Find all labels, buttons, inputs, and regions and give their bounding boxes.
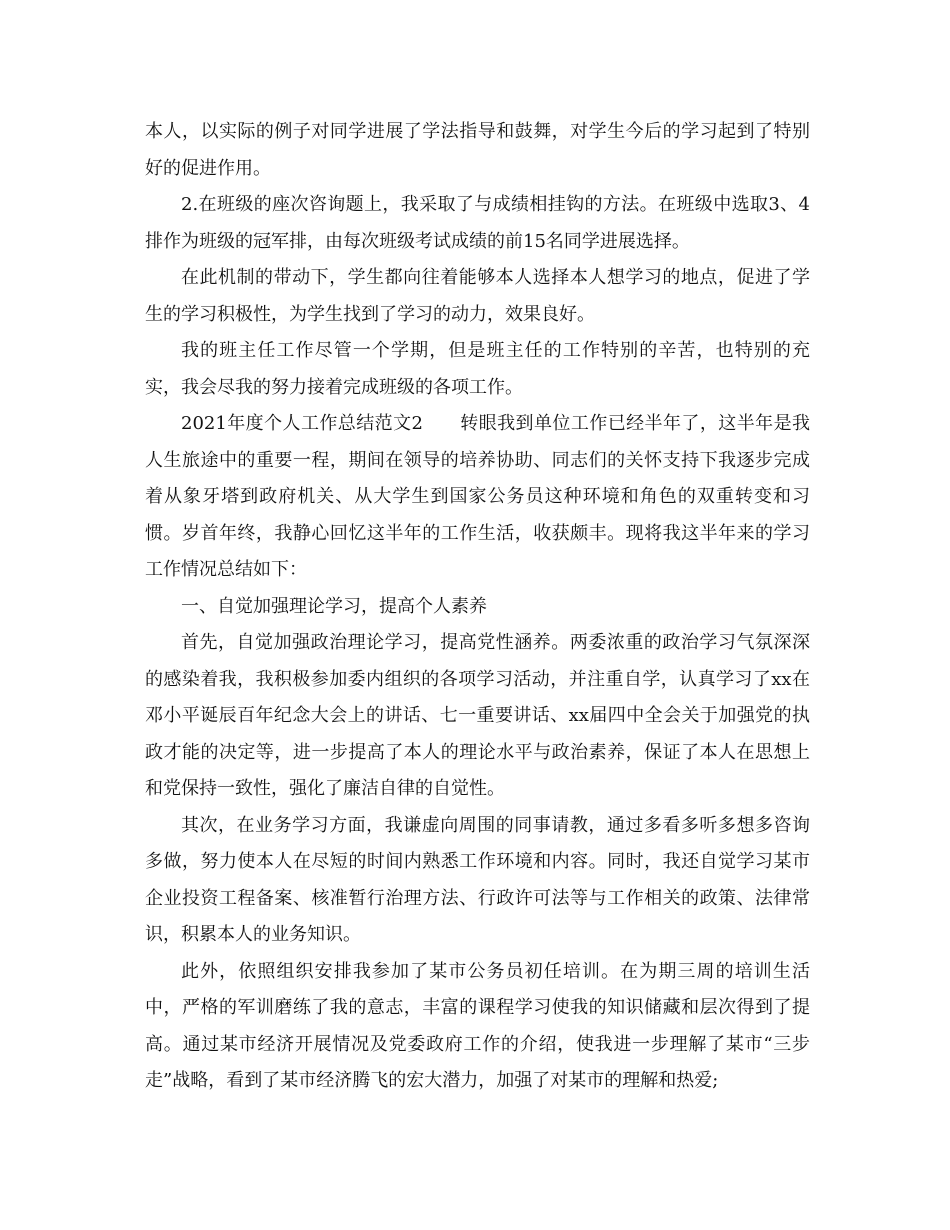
paragraph-5: 2021年度个人工作总结范文2 转眼我到单位工作已经半年了，这半年是我人生旅途中的重要一程，期间在领导的培养协助、同志们的关怀支持下我逐步完成着从象牙塔到政府机关、从大学生到国家公务员这种环境和角色的双重转变和习惯。岁首年终，我静心回忆这半年的工作生活，收获颇丰。现将我这半年来的学习工作情况总结如下：	[145, 413, 810, 580]
paragraph-7: 其次，在业务学习方面，我谦虚向周围的同事请教，通过多看多听多想多咨询多做，努力使本人在尽短的时间内熟悉工作环境和内容。同时，我还自觉学习某市企业投资工程备案、核准暂行治理方法、行政许可法等与工作相关的政策、法律常识，积累本人的业务知识。	[145, 814, 810, 945]
paragraph-2: 2.在班级的座次咨询题上，我采取了与成绩相挂钩的方法。在班级中选取3、4排作为班级的冠军排，由每次班级考试成绩的前15名同学进展选择。	[145, 194, 810, 252]
paragraph-1: 本人，以实际的例子对同学进展了学法指导和鼓舞，对学生今后的学习起到了特别好的促进作用。	[145, 121, 810, 179]
paragraph-3: 在此机制的带动下，学生都向往着能够本人选择本人想学习的地点，促进了学生的学习积极性，为学生找到了学习的动力，效果良好。	[145, 267, 810, 325]
paragraph-8: 此外，依照组织安排我参加了某市公务员初任培训。在为期三周的培训生活中，严格的军训磨练了我的意志，丰富的课程学习使我的知识储藏和层次得到了提高。通过某市经济开展情况及党委政府工作的介绍，使我进一步理解了某市“三步走”战略，看到了某市经济腾飞的宏大潜力，加强了对某市的理解和热爱;	[145, 960, 810, 1091]
section-heading: 一、自觉加强理论学习，提高个人素养	[181, 595, 487, 617]
paragraph-6: 首先，自觉加强政治理论学习，提高党性涵养。两委浓重的政治学习气氛深深的感染着我，我积极参加委内组织的各项学习活动，并注重自学，认真学习了xx在邓小平诞辰百年纪念大会上的讲话、七一重要讲话、xx届四中全会关于加强党的执政才能的决定等，进一步提高了本人的理论水平与政治素养，保证了本人在思想上和党保持一致性，强化了廉洁自律的自觉性。	[145, 632, 810, 799]
document-body	[145, 114, 810, 1100]
paragraph-4: 我的班主任工作尽管一个学期，但是班主任的工作特别的辛苦，也特别的充实，我会尽我的努力接着完成班级的各项工作。	[145, 340, 810, 398]
